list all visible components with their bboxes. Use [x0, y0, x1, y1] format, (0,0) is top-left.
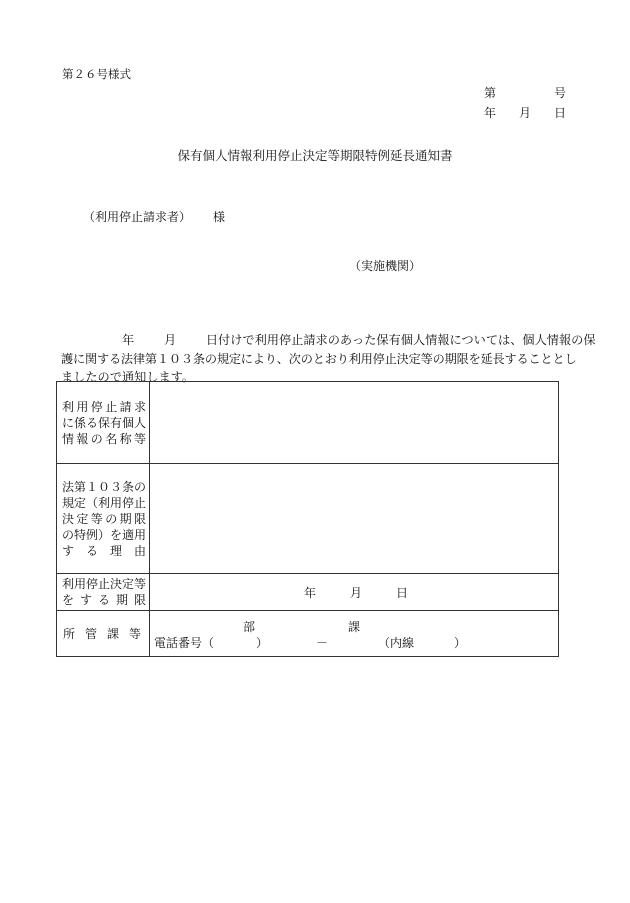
row-label-document-name: 利用停止請求 に係る保有個人 情報の名称等	[57, 382, 150, 464]
doc-number-prefix: 第	[484, 86, 497, 100]
issue-year: 年	[484, 106, 497, 120]
dept-ka: 課	[348, 619, 361, 634]
doc-number-suffix: 号	[554, 86, 567, 100]
details-table	[56, 381, 559, 657]
row-label-reason: 法第１０３条の 規定（利用停止 決定等の期限 の特例）を適用 する理由	[57, 464, 150, 574]
phone-label: 電話番号（	[154, 635, 215, 650]
table-row	[57, 611, 559, 657]
agency-label: （実施機関）	[349, 259, 422, 273]
body-line-1	[122, 331, 596, 348]
addressee	[83, 208, 225, 225]
phone-dash: －	[316, 635, 329, 650]
form-number: 第２６号様式	[62, 67, 131, 81]
department-field[interactable]	[150, 611, 559, 657]
table-row	[57, 382, 559, 464]
deadline-year: 年	[304, 586, 317, 600]
row-label-deadline: 利用停止決定等 をする期限	[57, 574, 150, 611]
table-row	[57, 574, 559, 611]
body-line-3: ましたので通知します。	[61, 370, 195, 384]
row-label-department: 所管課等	[57, 611, 150, 657]
addressee-honorific: 様	[213, 210, 226, 224]
dept-bu: 部	[243, 619, 256, 634]
document-title: 保有個人情報利用停止決定等期限特例延長通知書	[177, 148, 453, 163]
phone-close: ）	[256, 635, 269, 650]
table-row	[57, 464, 559, 574]
reason-field[interactable]	[150, 464, 559, 574]
deadline-day: 日	[396, 586, 409, 600]
issue-month: 月	[519, 106, 532, 120]
body-month: 月	[163, 333, 177, 347]
body-year: 年	[122, 333, 135, 347]
phone-ext-close: ）	[454, 635, 467, 650]
addressee-label: （利用停止請求者）	[83, 210, 192, 224]
issue-day: 日	[554, 106, 567, 120]
document-name-field[interactable]	[150, 382, 559, 464]
phone-ext-open: （内線	[378, 635, 415, 650]
body-line-1-text: 日付けで利用停止請求のあった保有個人情報については、個人情報の保	[205, 333, 596, 347]
body-line-2: 護に関する法律第１０３条の規定により、次のとおり利用停止決定等の期限を延長することとし	[61, 352, 577, 366]
deadline-month: 月	[350, 586, 363, 600]
deadline-field[interactable]	[150, 574, 559, 611]
